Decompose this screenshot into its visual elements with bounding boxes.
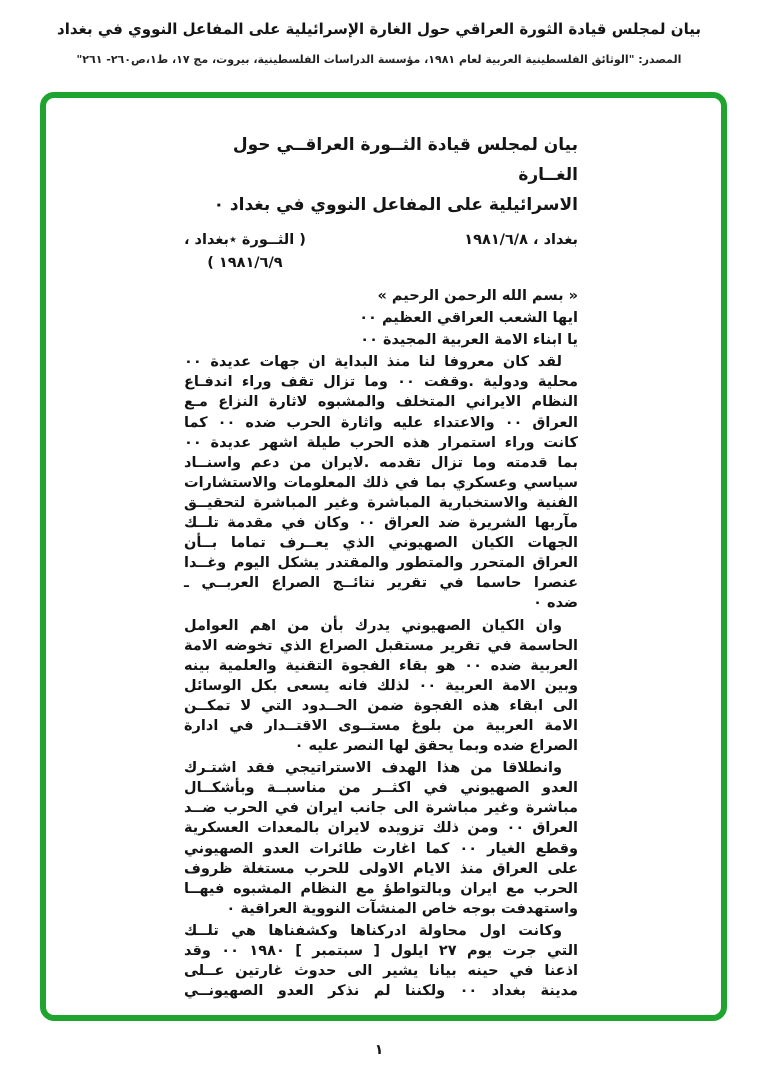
dateline-source-line: ١٩٨١/٦/٩ ) (207, 255, 283, 271)
body-line: النظام الايراني المتخلف والمشبوه لاثارة النزاع مـع (184, 394, 578, 411)
body-line: ايها الشعب العراقي العظيم ٠٠ (359, 310, 578, 327)
page-header-source: المصدر: "الوثائق الفلسطينية العربية لعام ١٩٨١، مؤسسة الدراسات الفلسطينية، بيروت، مج ١٧، ط١،ص٢٦٠- ٢٦١" (76, 53, 682, 66)
body-line: وبين الامة العربية ٠٠ لذلك فانه يسعى بكل الوسائل (184, 677, 578, 694)
body-line: سياسي وعسكري بما في ذلك المعلومات والاستشارات (184, 474, 578, 491)
body-line: وكانت اول محاولة ادركناها وكشفناها هي تلــك (184, 922, 562, 939)
body-line: اذعنا في حينه بيانا يشير الى حدوث غارتين عــلى (184, 963, 578, 980)
page-number: ١ (374, 1042, 384, 1058)
document-title-line: الاسرائيلية على المفاعل النووي في بغداد ٠ (213, 195, 578, 215)
body-line: الجهات الكيان الصهيوني الذي يعــرف تماما بــأن (184, 535, 578, 552)
body-line: الحاسمة في تقرير مستقبل الصراع الذي تخوضه الامة (184, 637, 578, 654)
paragraph (184, 286, 578, 306)
body-line: مآربها الشريرة ضد العراق ٠٠ وكان في مقدمة تلــك (184, 515, 578, 532)
dateline (184, 229, 578, 275)
body-line: كانت وراء استمرار هذه الحرب طيلة اشهر عديدة ٠٠ (184, 434, 578, 451)
body-line: عنصرا حاسما في تقرير نتائــج الصراع العربــي ـ (184, 575, 578, 592)
body-line: « بسم الله الرحمن الرحيم » (377, 288, 578, 304)
body-line: ضده ٠ (533, 595, 578, 612)
body-line: الامة العربية من بلوغ مستــوى الاقتــدار في ادارة (184, 717, 578, 734)
body-line: الحرب مع ايران وبالتواطؤ مع النظام المشبوه فيهــا (184, 880, 578, 897)
body-line: وان الكيان الصهيوني يدرك بأن من اهم العوامل (184, 617, 562, 634)
body-line: واستهدفت بوجه خاص المنشآت النووية العراقية ٠ (226, 900, 578, 917)
body-line: الفنية والاستخبارية المباشرة وغير المباشرة لتحقيــق (184, 494, 578, 511)
body-line: العدو الصهيوني في اكثــر من مناسبــة وبأشكــال (184, 780, 578, 797)
page-header-title: بيان لمجلس قيادة الثورة العراقي حول الغارة الإسرائيلية على المفاعل النووي في بغداد (57, 20, 701, 38)
paragraph (184, 308, 578, 328)
body-line: التي جرت يوم ٢٧ ايلول [ سبتمبر ] ١٩٨٠ ٠٠ وقد (184, 943, 578, 959)
paragraph (184, 758, 578, 919)
body-line: محلية ودولية .وقفت ٠٠ وما تزال تقف وراء اندفـاع (184, 374, 578, 391)
body-line: الصراع ضده وبما يحقق لها النصر عليه ٠ (294, 738, 578, 755)
body-line: العراق ٠٠ ومن ذلك تزويده لايران بالمعدات العسكرية (184, 820, 578, 837)
paragraph (184, 352, 578, 613)
dateline-source-line: ( الثــورة ٭بغداد ، (184, 232, 306, 248)
body-line: العربية ضده ٠٠ هو بقاء الفجوة التقنية والعلمية بينه (184, 657, 578, 674)
body-line: الى ابقاء هذه الفجوة ضمن الحــدود التي لا تمكــن (184, 697, 578, 714)
body-line: العراق ٠٠ والاعتداء عليه واثارة الحرب ضده ٠٠ كما (184, 414, 578, 431)
body-line: وقطع الغيار ٠٠ كما اغارت طائرات العدو الصهيوني (184, 840, 578, 857)
document-title-line: بيان لمجلس قيادة الثــورة العراقــي حول الغــارة (232, 135, 578, 185)
body-line: يا ابناء الامة العربية المجيدة ٠٠ (360, 332, 578, 349)
paragraph (184, 921, 578, 1001)
body-line: العراق المتحرر والمتطور والمقتدر يشكل اليوم وغــدا (184, 555, 578, 572)
body-line: لقد كان معروفا لنا منذ البداية ان جهات عديدة ٠٠ (184, 354, 562, 371)
body-line: وانطلاقا من هذا الهدف الاستراتيجي فقد اشتـرك (184, 760, 562, 777)
body-line: بما قدمته وما تزال تقدمه .لايران من دعم واسنــاد (184, 454, 578, 471)
dateline-source (184, 229, 306, 275)
body-line: على العراق منذ الايام الاولى للحرب مستغلة ظروف (184, 860, 578, 877)
document-title (184, 130, 578, 220)
paragraph (184, 330, 578, 350)
document-column (184, 130, 578, 1001)
body-line: مباشرة وغير مباشرة الى جانب ايران في الحرب ضــد (184, 800, 578, 817)
dateline-place-date: بغداد ، ١٩٨١/٦/٨ (464, 232, 578, 248)
body-line: مدينة بغداد ٠٠ ولكننا لم نذكر العدو الصهيونــي (184, 983, 578, 1000)
paragraph (184, 616, 578, 757)
document-body (184, 286, 578, 1001)
